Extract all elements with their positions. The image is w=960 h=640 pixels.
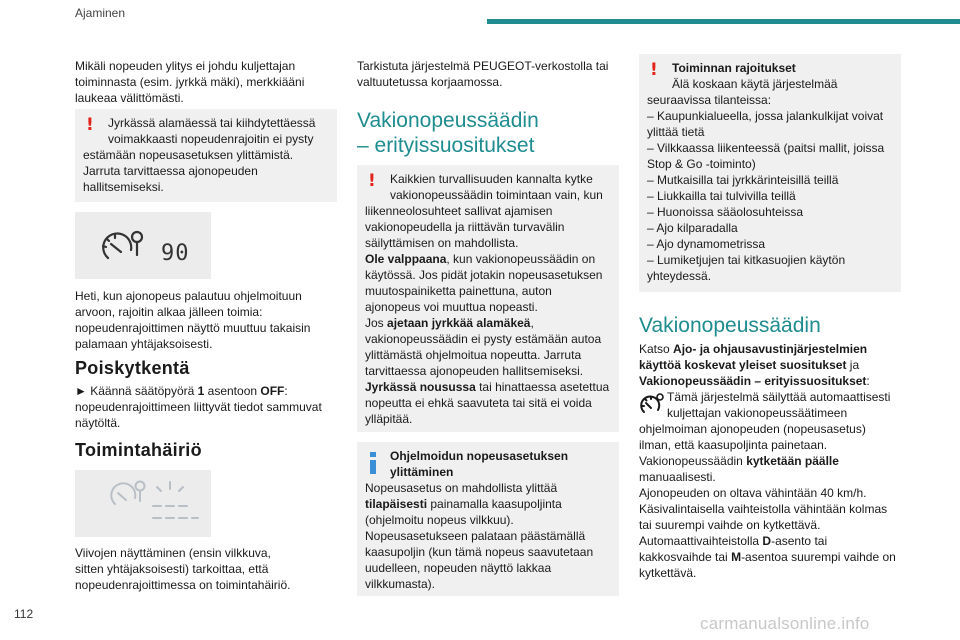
heading-vakionopeussaadin: Vakionopeussäädin [639,314,821,337]
text-bold: OFF [260,384,285,398]
text-line: Nopeusasetukseen palataan päästämällä [365,529,586,543]
fault-dashes-icon [75,470,211,537]
text-line: liikenneolosuhteet sallivat ajamisen [365,204,553,218]
list-item: – Ajo dynamometrissa [647,237,766,251]
heading-line: Vakionopeussäädin [357,109,539,132]
text-span: Käännä säätöpyörä [86,384,198,398]
warning-box-limitations [639,54,901,292]
text-line: vakionopeudella ja riittävän turvavälin [365,220,565,234]
text-line: tai suurempi vaihde on kytkettävä. [639,518,821,532]
text-line: Nopeusasetus on mahdollista ylittää [365,481,558,495]
text-bold: Ole valppaana [365,252,447,266]
warning-box-safety [357,165,619,432]
text-span: Vakionopeussäädin [639,454,747,468]
intro-line: laukeaa välittömästi. [75,91,184,105]
text-span: asentoon [204,384,261,398]
text-line: Tarkistuta järjestelmä PEUGEOT-verkostolla tai [357,59,609,73]
text-bold: D [762,534,772,548]
info-box-override [357,442,619,596]
list-item: – Lumiketjujen tai kitkasuojien käytön [647,253,846,267]
text-line: palamaan yhtäjaksoisesti. [75,337,213,351]
list-item: – Ajo kilparadalla [647,221,738,235]
text-line: arvoon, rajoitin alkaa jälleen toimia: [75,305,263,319]
text-span: ja [846,358,860,372]
warning-icon: ! [86,115,94,135]
text-bold: tilapäisesti [365,497,428,511]
link-text: Ajo- ja ohjausavustinjärjestelmien [673,342,868,356]
text-line: nopeudenrajoittimessa on toimintahäiriö. [75,578,291,592]
heading-vakionopeussaadin-erityis [357,108,622,158]
list-item: – Huonoissa sääolosuhteissa [647,205,804,219]
warning-line: estämään nopeusasetuksen ylittämistä. [83,148,294,162]
watermark: carmanualsonline.info [700,614,870,633]
text-line: kytkettävä. [639,566,697,580]
text-span: -asento tai [771,534,828,548]
text-span: Katso [639,342,674,356]
text-bold: M [731,550,742,564]
text-line: vakionopeussäädin toimintaan vain, kun [390,188,603,202]
heading-toimintahairio: Toimintahäiriö [75,440,202,460]
fault-display-image [75,470,211,537]
text-line: ylittämästä ohjelmoitua nopeutta. Jarruta [365,348,582,362]
text-bold: ylittäminen [390,465,454,479]
col1-intro [75,58,340,106]
text-line: ilman, että kaasupoljinta painetaan. [639,438,828,452]
text-line: Käsivalintaisella vaihteistolla vähintään kolmas [639,502,888,516]
text-bold: Jyrkässä nousussa [365,380,476,394]
text-line: (ohjelmoitu nopeus vilkkuu). [365,513,514,527]
text-line: vilkkumasta). [365,577,436,591]
text-line: tarvittaessa ajonopeuden hallitsemiseksi. [365,364,584,378]
header-accent-bar [487,19,960,24]
text-span: kakkosvaihde tai [639,550,732,564]
text-line: kuljettajan vakionopeussäätimeen [667,406,848,420]
text-line: Kaikkien turvallisuuden kannalta kytke [390,172,593,186]
text-line: näytöltä. [75,416,121,430]
text-span: painamalla kaasupoljinta [427,497,562,511]
text-span: Jos [365,316,388,330]
warning-icon: ! [650,60,658,80]
heading-poiskytkenta: Poiskytkentä [75,358,190,378]
cruise-control-icon [639,391,665,417]
text-line: sitten yhtäjaksoisesti) tarkoittaa, että [75,562,269,576]
intro-line: toiminnasta (esim. jyrkkä mäki), merkkiääni [75,75,305,89]
text-line: säilyttämisen on mahdollista. [365,236,519,250]
text-line: vakionopeussäädin ei pysty estämään autoa [365,332,602,346]
intro-line: Mikäli nopeuden ylitys ei johdu kuljettajan [75,59,296,73]
text-line: nopeudenrajoittimen näyttö muuttuu takaisin [75,321,311,335]
list-item: – Mutkaisilla tai jyrkkärinteisillä teillä [647,173,839,187]
text-line: Heti, kun ajonopeus palautuu ohjelmoituun [75,289,302,303]
warning-line: Jyrkässä alamäessä tai kiihdytettäessä [108,116,316,130]
text-bold: Toiminnan rajoitukset [672,61,796,75]
text-bold: ajetaan jyrkkää alamäkeä [387,316,531,330]
header-title: Ajaminen [75,6,126,20]
text-line: muutospainiketta painettuna, auton [365,284,552,298]
speed-limiter-display-image [75,212,211,279]
text-span: Automaattivaihteistolla [639,534,763,548]
text-line: nopeutta ei ehkä saavuteta tai sitä ei voida [365,396,592,410]
text-line: Tämä järjestelmä säilyttää automaattisesti [667,390,891,404]
speedometer-limiter-icon [75,212,211,279]
text-span: : [284,384,288,398]
text-span: -asentoa suurempi vaihde on [741,550,896,564]
link-text: Vakionopeussäädin – erityissuositukset [639,374,867,388]
text-bold: Ohjelmoidun nopeusasetuksen [390,449,569,463]
text-line: kaasupoljin (kun tämä nopeus saavutetaan [365,545,594,559]
text-line: Viivojen näyttäminen (ensin vilkkuva, [75,546,271,560]
arrow-bullet: ► [75,384,87,398]
text-line: manuaalisesti. [639,470,716,484]
text-line: seuraavissa tilanteissa: [647,93,772,107]
col1-after-image [75,288,340,352]
text-bold: 1 [197,384,205,398]
list-item: yhteydessä. [647,269,712,283]
text-line: ohjelmoiman ajonopeuden (nopeusasetus) [639,422,866,436]
display-speed-value: 90 [161,241,190,266]
link-text: käyttöä koskevat yleiset suositukset [639,358,847,372]
text-line: käytössä. Jos pidät jotakin nopeusasetuksen [365,268,603,282]
text-span: , kun vakionopeussäädin on [446,252,596,266]
list-item: Stop & Go -toiminto) [647,157,756,171]
cruise-icon-paragraph [639,389,904,421]
text-line: valtuutetussa korjaamossa. [357,75,503,89]
off-instructions [75,383,340,431]
list-item: ylittää tietä [647,125,705,139]
list-item: – Kaupunkialueella, jossa jalankulkijat voivat [647,109,884,123]
text-line: uudelleen, nopeuden näyttö lakkaa [365,561,552,575]
warning-icon: ! [368,171,376,191]
text-line: Ajonopeuden on oltava vähintään 40 km/h. [639,486,867,500]
text-span: : [866,374,870,388]
text-bold: kytketään päälle [746,454,839,468]
list-item: – Liukkailla tai tulvivilla teillä [647,189,796,203]
col2-check [357,58,622,90]
warning-line: hallitsemiseksi. [83,180,164,194]
page-number: 112 [14,607,34,621]
text-line: ajonopeus voi muuttua nopeasti. [365,300,538,314]
warning-box-downhill [75,109,337,202]
text-line: nopeudenrajoittimeen liittyvät tiedot sammuvat [75,400,322,414]
text-line: Älä koskaan käytä järjestelmää [672,77,838,91]
text-line: ylläpitää. [365,412,413,426]
text-span: , [530,316,534,330]
info-icon [370,452,376,474]
warning-line: Jarruta tarvittaessa ajonopeuden [83,164,258,178]
warning-line: voimakkaasti nopeudenrajoitin ei pysty [108,132,314,146]
text-span: tai hinattaessa asetettua [475,380,610,394]
heading-line: – erityissuositukset [357,134,535,157]
col3-body [639,341,904,581]
list-item: – Vilkkaassa liikenteessä (paitsi mallit, joissa [647,141,885,155]
col1-fault-text [75,545,340,593]
